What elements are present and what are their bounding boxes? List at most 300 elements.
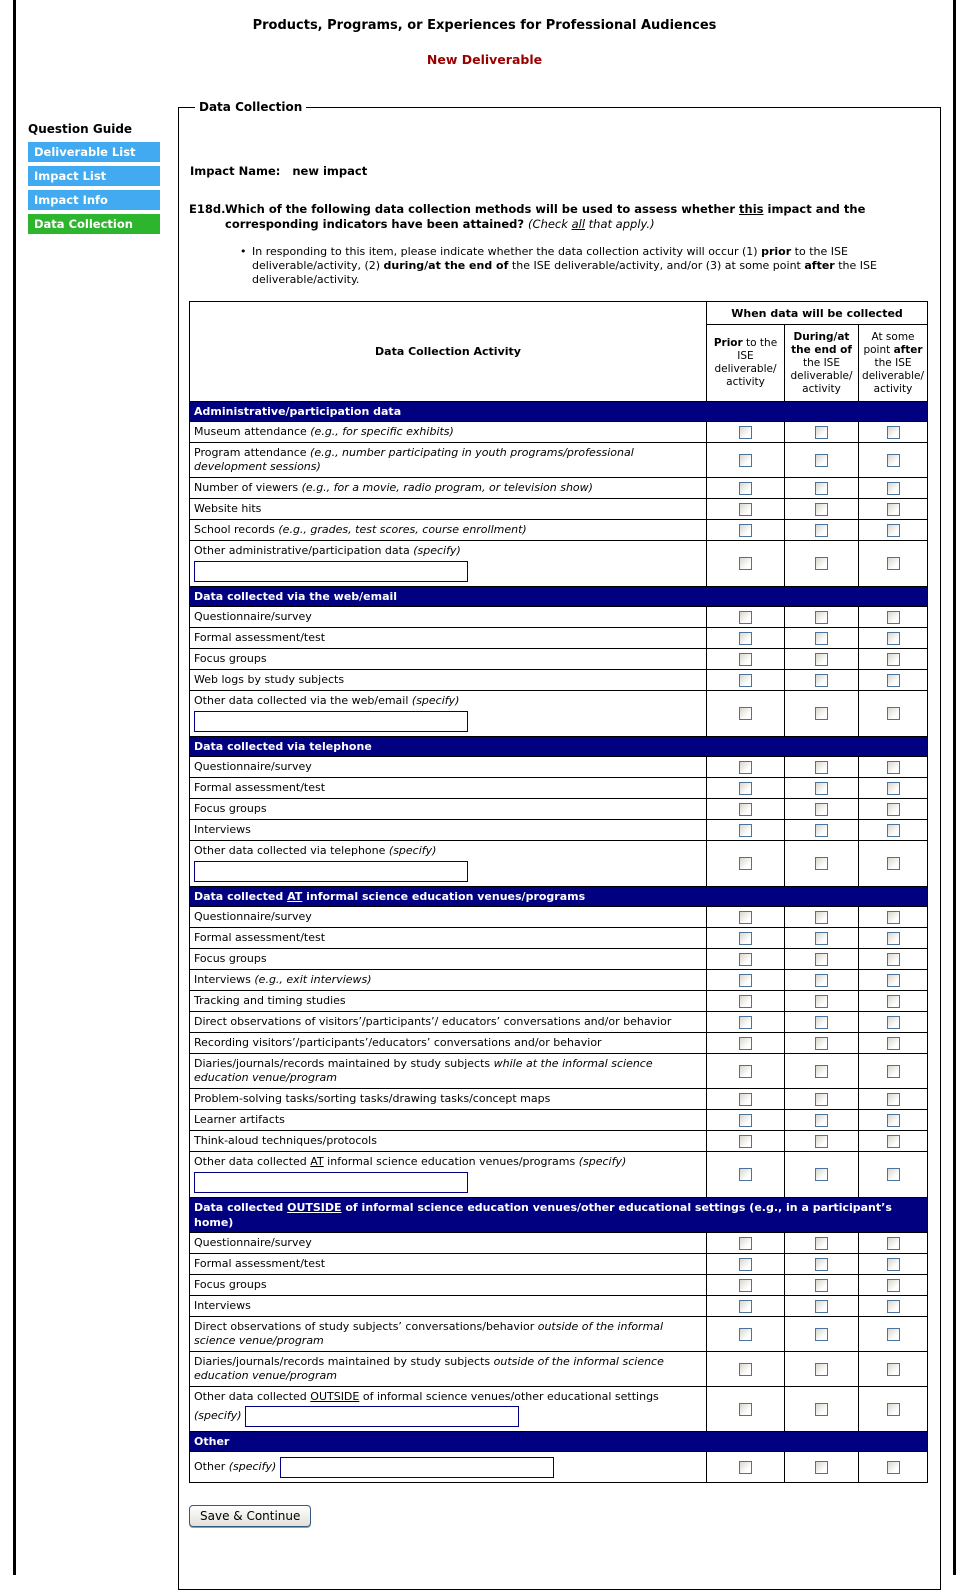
activity-label: Interviews (e.g., exit interviews) xyxy=(190,970,707,991)
checkbox-during[interactable] xyxy=(815,557,828,570)
checkbox-during[interactable] xyxy=(815,932,828,945)
specify-input[interactable] xyxy=(194,561,468,582)
checkbox-cell xyxy=(707,670,785,691)
checkbox-prior[interactable] xyxy=(739,653,752,666)
activity-label: Website hits xyxy=(190,499,707,520)
activity-label: Diaries/journals/records maintained by study subjects while at the informal science education venue/program xyxy=(190,1054,707,1089)
activity-row xyxy=(190,778,928,799)
checkbox-cell xyxy=(859,1089,928,1110)
activity-row xyxy=(190,949,928,970)
checkbox-prior[interactable] xyxy=(739,1403,752,1416)
checkbox-during[interactable] xyxy=(815,1279,828,1292)
checkbox-after[interactable] xyxy=(887,1237,900,1250)
checkbox-cell xyxy=(785,991,859,1012)
checkbox-cell xyxy=(785,778,859,799)
activity-row xyxy=(190,670,928,691)
activity-label: Interviews xyxy=(190,820,707,841)
checkbox-during[interactable] xyxy=(815,632,828,645)
activity-row xyxy=(190,1233,928,1254)
checkbox-cell xyxy=(785,422,859,443)
checkbox-prior[interactable] xyxy=(739,911,752,924)
when-subcolumn-header: During/at the end of the ISE deliverable/activity xyxy=(785,325,859,402)
checkbox-cell xyxy=(859,841,928,887)
checkbox-cell xyxy=(785,499,859,520)
specify-input[interactable] xyxy=(194,711,468,732)
checkbox-prior[interactable] xyxy=(739,454,752,467)
checkbox-after[interactable] xyxy=(887,1037,900,1050)
checkbox-cell xyxy=(785,1352,859,1387)
checkbox-during[interactable] xyxy=(815,1037,828,1050)
activity-row xyxy=(190,1317,928,1352)
checkbox-cell xyxy=(707,1054,785,1089)
checkbox-cell xyxy=(859,1152,928,1198)
checkbox-cell xyxy=(785,1089,859,1110)
activity-row xyxy=(190,1387,928,1432)
checkbox-during[interactable] xyxy=(815,857,828,870)
checkbox-after[interactable] xyxy=(887,1328,900,1341)
checkbox-prior[interactable] xyxy=(739,482,752,495)
activity-label: Questionnaire/survey xyxy=(190,607,707,628)
activity-row xyxy=(190,1131,928,1152)
checkbox-cell xyxy=(859,949,928,970)
checkbox-prior[interactable] xyxy=(739,761,752,774)
checkbox-cell xyxy=(859,1317,928,1352)
checkbox-during[interactable] xyxy=(815,1328,828,1341)
section-header-row xyxy=(190,587,928,607)
checkbox-cell xyxy=(785,628,859,649)
checkbox-cell xyxy=(707,691,785,737)
activity-row xyxy=(190,820,928,841)
checkbox-cell xyxy=(785,520,859,541)
checkbox-during[interactable] xyxy=(815,482,828,495)
impact-name-value: new impact xyxy=(292,164,368,178)
checkbox-cell xyxy=(859,799,928,820)
checkbox-prior[interactable] xyxy=(739,1300,752,1313)
activity-label: Program attendance (e.g., number participating in youth programs/professional development sessions) xyxy=(190,443,707,478)
section-header-row xyxy=(190,402,928,422)
activity-row xyxy=(190,628,928,649)
activity-label: Questionnaire/survey xyxy=(190,1233,707,1254)
page-subtitle: New Deliverable xyxy=(426,52,543,67)
checkbox-after[interactable] xyxy=(887,1093,900,1106)
checkbox-cell xyxy=(859,1012,928,1033)
bullet-icon: • xyxy=(240,245,247,258)
impact-name-label: Impact Name: xyxy=(190,164,281,178)
checkbox-cell xyxy=(859,1054,928,1089)
checkbox-after[interactable] xyxy=(887,1065,900,1078)
activity-label: Web logs by study subjects xyxy=(190,670,707,691)
checkbox-after[interactable] xyxy=(887,1016,900,1029)
checkbox-prior[interactable] xyxy=(739,1328,752,1341)
checkbox-cell xyxy=(859,1254,928,1275)
checkbox-cell xyxy=(785,1387,859,1432)
impact-name-row xyxy=(190,164,930,178)
activity-label: Diaries/journals/records maintained by study subjects outside of the informal science education venue/program xyxy=(190,1352,707,1387)
checkbox-during[interactable] xyxy=(815,653,828,666)
checkbox-cell xyxy=(859,541,928,587)
activity-row xyxy=(190,1275,928,1296)
checkbox-cell xyxy=(785,1233,859,1254)
activity-label: Number of viewers (e.g., for a movie, radio program, or television show) xyxy=(190,478,707,499)
checkbox-after[interactable] xyxy=(887,1258,900,1271)
checkbox-cell xyxy=(859,1233,928,1254)
checkbox-cell xyxy=(707,478,785,499)
checkbox-cell xyxy=(785,1033,859,1054)
checkbox-cell xyxy=(785,1012,859,1033)
specify-input[interactable] xyxy=(194,1172,468,1193)
sidebar-item-data-collection[interactable]: Data Collection xyxy=(28,214,160,234)
activity-row xyxy=(190,499,928,520)
question-number: E18d. xyxy=(189,202,226,216)
checkbox-after[interactable] xyxy=(887,503,900,516)
activity-label: Problem-solving tasks/sorting tasks/drawing tasks/concept maps xyxy=(190,1089,707,1110)
activity-label: Tracking and timing studies xyxy=(190,991,707,1012)
checkbox-cell xyxy=(707,1131,785,1152)
checkbox-prior[interactable] xyxy=(739,1093,752,1106)
checkbox-after[interactable] xyxy=(887,761,900,774)
activity-row xyxy=(190,422,928,443)
sidebar-item-deliverable-list[interactable]: Deliverable List xyxy=(28,142,160,162)
checkbox-prior[interactable] xyxy=(739,953,752,966)
activity-label: Interviews xyxy=(190,1296,707,1317)
checkbox-after[interactable] xyxy=(887,1403,900,1416)
checkbox-cell xyxy=(859,607,928,628)
activity-column-header: Data Collection Activity xyxy=(190,302,707,402)
when-subcolumn-header: Prior to the ISE deliverable/activity xyxy=(707,325,785,402)
checkbox-cell xyxy=(785,970,859,991)
checkbox-during[interactable] xyxy=(815,524,828,537)
activity-row xyxy=(190,841,928,887)
activity-label: Direct observations of study subjects’ conversations/behavior outside of the informal science venue/program xyxy=(190,1317,707,1352)
checkbox-cell xyxy=(707,949,785,970)
checkbox-cell xyxy=(707,778,785,799)
checkbox-during[interactable] xyxy=(815,1300,828,1313)
checkbox-cell xyxy=(707,1110,785,1131)
checkbox-after[interactable] xyxy=(887,932,900,945)
specify-input[interactable] xyxy=(194,861,468,882)
checkbox-during[interactable] xyxy=(815,953,828,966)
checkbox-cell xyxy=(785,1152,859,1198)
checkbox-cell xyxy=(859,670,928,691)
data-collection-table xyxy=(189,301,928,1483)
checkbox-during[interactable] xyxy=(815,803,828,816)
checkbox-prior[interactable] xyxy=(739,611,752,624)
section-header-row xyxy=(190,1198,928,1233)
checkbox-prior[interactable] xyxy=(739,1016,752,1029)
sidebar-item-impact-info[interactable]: Impact Info xyxy=(28,190,160,210)
checkbox-cell xyxy=(785,1131,859,1152)
section-header: Other xyxy=(190,1432,928,1452)
checkbox-prior[interactable] xyxy=(739,632,752,645)
checkbox-during[interactable] xyxy=(815,1093,828,1106)
checkbox-prior[interactable] xyxy=(739,1258,752,1271)
checkbox-during[interactable] xyxy=(815,1461,828,1474)
checkbox-prior[interactable] xyxy=(739,995,752,1008)
checkbox-prior[interactable] xyxy=(739,1461,752,1474)
checkbox-during[interactable] xyxy=(815,974,828,987)
checkbox-cell xyxy=(707,928,785,949)
checkbox-after[interactable] xyxy=(887,426,900,439)
save-continue-button[interactable]: Save & Continue xyxy=(189,1505,311,1527)
activity-label: Focus groups xyxy=(190,949,707,970)
checkbox-during[interactable] xyxy=(815,1363,828,1376)
checkbox-cell xyxy=(707,541,785,587)
checkbox-cell xyxy=(707,1275,785,1296)
activity-row xyxy=(190,541,928,587)
checkbox-cell xyxy=(859,1110,928,1131)
checkbox-cell xyxy=(859,1352,928,1387)
section-header-row xyxy=(190,737,928,757)
checkbox-after[interactable] xyxy=(887,1114,900,1127)
checkbox-after[interactable] xyxy=(887,953,900,966)
question-guide-sidebar xyxy=(28,122,173,238)
activity-label: Other data collected OUTSIDE of informal science venues/other educational settings (specify) xyxy=(190,1387,707,1432)
activity-row xyxy=(190,1054,928,1089)
checkbox-cell xyxy=(859,907,928,928)
activity-row xyxy=(190,649,928,670)
checkbox-after[interactable] xyxy=(887,1461,900,1474)
specify-input[interactable] xyxy=(245,1406,519,1427)
checkbox-after[interactable] xyxy=(887,1168,900,1181)
activity-label: Think-aloud techniques/protocols xyxy=(190,1131,707,1152)
checkbox-cell xyxy=(859,820,928,841)
checkbox-cell xyxy=(859,1452,928,1483)
checkbox-cell xyxy=(785,443,859,478)
checkbox-cell xyxy=(707,1452,785,1483)
checkbox-prior[interactable] xyxy=(739,974,752,987)
activity-row xyxy=(190,799,928,820)
checkbox-after[interactable] xyxy=(887,857,900,870)
checkbox-cell xyxy=(859,691,928,737)
checkbox-cell xyxy=(859,1296,928,1317)
checkbox-prior[interactable] xyxy=(739,674,752,687)
checkbox-prior[interactable] xyxy=(739,1135,752,1148)
activity-label: Formal assessment/test xyxy=(190,928,707,949)
checkbox-cell xyxy=(707,757,785,778)
activity-row xyxy=(190,1089,928,1110)
section-header: Administrative/participation data xyxy=(190,402,928,422)
table-header-row-1 xyxy=(190,302,928,325)
checkbox-cell xyxy=(859,628,928,649)
activity-label: Museum attendance (e.g., for specific exhibits) xyxy=(190,422,707,443)
activity-label: Questionnaire/survey xyxy=(190,907,707,928)
checkbox-cell xyxy=(707,1296,785,1317)
checkbox-cell xyxy=(859,1131,928,1152)
checkbox-after[interactable] xyxy=(887,974,900,987)
checkbox-prior[interactable] xyxy=(739,824,752,837)
checkbox-cell xyxy=(859,499,928,520)
bullet-text: In responding to this item, please indicate whether the data collection activity will occur (1) prior to the ISE deliverable/activity, (2) during/at the end of the ISE deliverable/activity, and/or (3) at some point after the ISE deliverable/activity. xyxy=(252,245,877,286)
checkbox-cell xyxy=(707,1387,785,1432)
checkbox-cell xyxy=(707,628,785,649)
activity-row xyxy=(190,1296,928,1317)
section-header-row xyxy=(190,1432,928,1452)
checkbox-cell xyxy=(707,799,785,820)
checkbox-cell xyxy=(859,520,928,541)
checkbox-prior[interactable] xyxy=(739,1168,752,1181)
question-e18d xyxy=(189,202,930,232)
checkbox-cell xyxy=(707,907,785,928)
checkbox-after[interactable] xyxy=(887,1363,900,1376)
checkbox-during[interactable] xyxy=(815,503,828,516)
checkbox-cell xyxy=(785,820,859,841)
activity-label: Focus groups xyxy=(190,799,707,820)
checkbox-during[interactable] xyxy=(815,1065,828,1078)
section-header: Data collected via telephone xyxy=(190,737,928,757)
checkbox-prior[interactable] xyxy=(739,857,752,870)
checkbox-during[interactable] xyxy=(815,674,828,687)
checkbox-prior[interactable] xyxy=(739,426,752,439)
checkbox-cell xyxy=(707,1089,785,1110)
checkbox-after[interactable] xyxy=(887,1300,900,1313)
checkbox-cell xyxy=(785,1054,859,1089)
activity-row xyxy=(190,1352,928,1387)
checkbox-during[interactable] xyxy=(815,707,828,720)
checkbox-cell xyxy=(707,422,785,443)
activity-row xyxy=(190,1452,928,1483)
checkbox-cell xyxy=(707,991,785,1012)
checkbox-after[interactable] xyxy=(887,674,900,687)
checkbox-during[interactable] xyxy=(815,995,828,1008)
activity-label: Learner artifacts xyxy=(190,1110,707,1131)
checkbox-after[interactable] xyxy=(887,524,900,537)
checkbox-during[interactable] xyxy=(815,911,828,924)
activity-row xyxy=(190,1033,928,1054)
checkbox-cell xyxy=(859,1387,928,1432)
checkbox-cell xyxy=(859,422,928,443)
checkbox-prior[interactable] xyxy=(739,1065,752,1078)
activity-label: Other administrative/participation data (specify) xyxy=(190,541,707,587)
checkbox-prior[interactable] xyxy=(739,803,752,816)
checkbox-cell xyxy=(859,757,928,778)
checkbox-after[interactable] xyxy=(887,454,900,467)
checkbox-during[interactable] xyxy=(815,782,828,795)
question-instruction-bullet xyxy=(240,245,930,287)
checkbox-during[interactable] xyxy=(815,426,828,439)
activity-label: Other data collected via telephone (specify) xyxy=(190,841,707,887)
checkbox-prior[interactable] xyxy=(739,1237,752,1250)
checkbox-cell xyxy=(859,649,928,670)
checkbox-after[interactable] xyxy=(887,824,900,837)
checkbox-during[interactable] xyxy=(815,1258,828,1271)
checkbox-during[interactable] xyxy=(815,1237,828,1250)
checkbox-cell xyxy=(785,607,859,628)
checkbox-prior[interactable] xyxy=(739,707,752,720)
when-subcolumn-header: At some point after the ISE deliverable/activity xyxy=(859,325,928,402)
checkbox-cell xyxy=(707,1033,785,1054)
activity-row xyxy=(190,520,928,541)
section-header: Data collected AT informal science education venues/programs xyxy=(190,887,928,907)
activity-label: Other (specify) xyxy=(190,1452,707,1483)
activity-row xyxy=(190,607,928,628)
checkbox-cell xyxy=(785,907,859,928)
activity-label: Formal assessment/test xyxy=(190,628,707,649)
checkbox-cell xyxy=(859,928,928,949)
checkbox-after[interactable] xyxy=(887,911,900,924)
activity-label: Other data collected AT informal science education venues/programs (specify) xyxy=(190,1152,707,1198)
checkbox-prior[interactable] xyxy=(739,1363,752,1376)
specify-input[interactable] xyxy=(280,1457,554,1478)
checkbox-prior[interactable] xyxy=(739,503,752,516)
checkbox-after[interactable] xyxy=(887,653,900,666)
checkbox-after[interactable] xyxy=(887,707,900,720)
activity-label: Direct observations of visitors’/participants’/ educators’ conversations and/or behavior xyxy=(190,1012,707,1033)
checkbox-during[interactable] xyxy=(815,1114,828,1127)
checkbox-cell xyxy=(785,670,859,691)
checkbox-after[interactable] xyxy=(887,782,900,795)
checkbox-cell xyxy=(707,1012,785,1033)
checkbox-cell xyxy=(859,970,928,991)
checkbox-cell xyxy=(707,820,785,841)
checkbox-prior[interactable] xyxy=(739,1037,752,1050)
checkbox-cell xyxy=(785,757,859,778)
checkbox-during[interactable] xyxy=(815,454,828,467)
activity-row xyxy=(190,991,928,1012)
checkbox-prior[interactable] xyxy=(739,782,752,795)
activity-label: Formal assessment/test xyxy=(190,778,707,799)
checkbox-cell xyxy=(785,1275,859,1296)
checkbox-after[interactable] xyxy=(887,632,900,645)
checkbox-after[interactable] xyxy=(887,482,900,495)
checkbox-prior[interactable] xyxy=(739,524,752,537)
checkbox-cell xyxy=(785,1317,859,1352)
section-header: Data collected via the web/email xyxy=(190,587,928,607)
checkbox-during[interactable] xyxy=(815,1016,828,1029)
checkbox-during[interactable] xyxy=(815,611,828,624)
checkbox-cell xyxy=(785,1110,859,1131)
activity-row xyxy=(190,757,928,778)
checkbox-during[interactable] xyxy=(815,824,828,837)
activity-row xyxy=(190,443,928,478)
checkbox-cell xyxy=(785,841,859,887)
checkbox-cell xyxy=(785,541,859,587)
checkbox-during[interactable] xyxy=(815,1403,828,1416)
checkbox-cell xyxy=(785,1296,859,1317)
checkbox-cell xyxy=(707,649,785,670)
checkbox-after[interactable] xyxy=(887,995,900,1008)
checkbox-prior[interactable] xyxy=(739,1279,752,1292)
checkbox-after[interactable] xyxy=(887,611,900,624)
checkbox-cell xyxy=(785,649,859,670)
checkbox-cell xyxy=(785,1254,859,1275)
panel-legend: Data Collection xyxy=(199,100,303,114)
page-title: Products, Programs, or Experiences for Professional Audiences xyxy=(252,18,717,33)
checkbox-during[interactable] xyxy=(815,1168,828,1181)
checkbox-cell xyxy=(785,1452,859,1483)
checkbox-after[interactable] xyxy=(887,557,900,570)
checkbox-prior[interactable] xyxy=(739,932,752,945)
checkbox-cell xyxy=(707,1254,785,1275)
checkbox-prior[interactable] xyxy=(739,1114,752,1127)
checkbox-after[interactable] xyxy=(887,1135,900,1148)
activity-label: Recording visitors’/participants’/educators’ conversations and/or behavior xyxy=(190,1033,707,1054)
sidebar-item-impact-list[interactable]: Impact List xyxy=(28,166,160,186)
checkbox-during[interactable] xyxy=(815,761,828,774)
checkbox-during[interactable] xyxy=(815,1135,828,1148)
checkbox-cell xyxy=(859,478,928,499)
activity-row xyxy=(190,1254,928,1275)
activity-label: Other data collected via the web/email (specify) xyxy=(190,691,707,737)
checkbox-cell xyxy=(859,778,928,799)
checkbox-cell xyxy=(707,1233,785,1254)
checkbox-cell xyxy=(859,1275,928,1296)
page-frame xyxy=(13,0,956,1575)
activity-row xyxy=(190,970,928,991)
checkbox-after[interactable] xyxy=(887,803,900,816)
checkbox-prior[interactable] xyxy=(739,557,752,570)
checkbox-cell xyxy=(785,928,859,949)
checkbox-after[interactable] xyxy=(887,1279,900,1292)
